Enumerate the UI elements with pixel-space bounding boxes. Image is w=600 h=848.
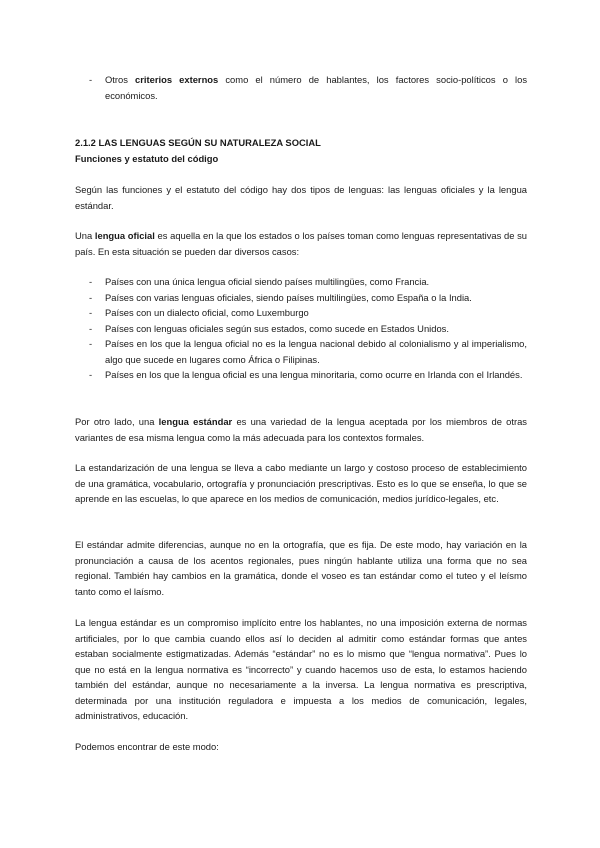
paragraph-lengua-oficial xyxy=(75,228,527,259)
text: Por otro lado, una xyxy=(75,416,159,427)
bullet-dash: - xyxy=(89,74,93,85)
list-item xyxy=(75,336,527,367)
list-item-text: Países con lenguas oficiales según sus estados, como sucede en Estados Unidos. xyxy=(105,322,449,334)
list-item-text: Países en los que la lengua oficial es una lengua minoritaria, como ocurre en Irlanda con el Irlandés. xyxy=(105,369,523,380)
list-item-text: Países con una única lengua oficial siendo países multilingües, como Francia. xyxy=(105,276,430,287)
text: Otros xyxy=(105,74,136,85)
paragraph-lengua-estandar xyxy=(75,414,527,445)
bullet-dash: - xyxy=(89,291,93,303)
list-item xyxy=(75,72,527,103)
section-subtitle: Funciones y estatuto del código xyxy=(75,153,219,164)
text: es aquella en la que los estados o los países toman como lenguas representativas de su país. En esta situación se pueden dar diversos casos: xyxy=(75,230,527,257)
bullet-dash: - xyxy=(89,338,93,349)
list-item xyxy=(75,290,527,306)
list-item xyxy=(75,305,527,321)
paragraph: El estándar admite diferencias, aunque no en la ortografía, que es fija. De este modo, hay variación en la pronunciación a causa de los acentos regionales, pues ningún hablante utiliza una forma que no sea regional. También hay cambios en la gramática, donde el voseo es tan estándar como el tuteo y el leísmo tanto como el laísmo. xyxy=(75,539,527,597)
list-item-text: Países con varias lenguas oficiales, siendo países multilingües, como España o la India. xyxy=(105,291,472,303)
cases-list xyxy=(75,274,527,383)
bold-term: lengua estándar xyxy=(158,416,233,427)
list-item xyxy=(75,274,527,290)
list-item-text: Países con un dialecto oficial, como Luxemburgo xyxy=(105,307,309,318)
text: Una xyxy=(75,230,95,241)
text: como el número de hablantes, los factores socio-políticos o los económicos. xyxy=(105,74,528,101)
paragraph: La lengua estándar es un compromiso implícito entre los hablantes, no una imposición externa de normas artificiales, por lo que cambia cuando ellos así lo deciden al admitir como estándar formas que antes estaban socialmente estigmatizadas. Además “estándar” no es lo mismo que “lengua normativa”. Pues lo que no está en la lengua normativa es “incorrecto” y cuando hacemos uso de esta, lo estamos haciendo también del estándar, aunque no necesariamente a la inversa. La lengua normativa es prescriptiva, determinada por una institución reguladora e impuesta a los medios de comunicación, legales, administrativos, educación. xyxy=(75,617,527,721)
paragraph: Según las funciones y el estatuto del código hay dos tipos de lenguas: las lenguas oficiales y la lengua estándar. xyxy=(75,184,527,211)
bullet-dash: - xyxy=(89,276,93,287)
section-title: 2.1.2 LAS LENGUAS SEGÚN SU NATURALEZA SOCIAL xyxy=(75,137,321,148)
bold-term: criterios externos xyxy=(135,74,219,85)
intro-bullet-list xyxy=(75,72,527,103)
bold-term: lengua oficial xyxy=(94,230,155,241)
list-item-text: Países en los que la lengua oficial no es la lengua nacional debido al colonialismo y al imperialismo, algo que sucede en lugares como África o Filipinas. xyxy=(105,338,527,365)
bullet-dash: - xyxy=(89,369,93,380)
bullet-dash: - xyxy=(89,307,93,318)
list-item xyxy=(75,321,527,337)
paragraph: La estandarización de una lengua se lleva a cabo mediante un largo y costoso proceso de establecimiento de una gramática, vocabulario, ortografía y pronunciación prescriptivas. Esto es lo que se enseña, lo que se aprende en las escuelas, lo que aparece en los medios de comunicación, medios jurídico-legales, etc. xyxy=(75,462,527,504)
paragraph: Podemos encontrar de este modo: xyxy=(75,741,219,752)
bullet-dash: - xyxy=(89,322,93,334)
text: es una variedad de la lengua aceptada por los miembros de otras variantes de esa misma lengua como la más adecuada para los contextos formales. xyxy=(75,416,527,443)
list-item xyxy=(75,367,527,383)
